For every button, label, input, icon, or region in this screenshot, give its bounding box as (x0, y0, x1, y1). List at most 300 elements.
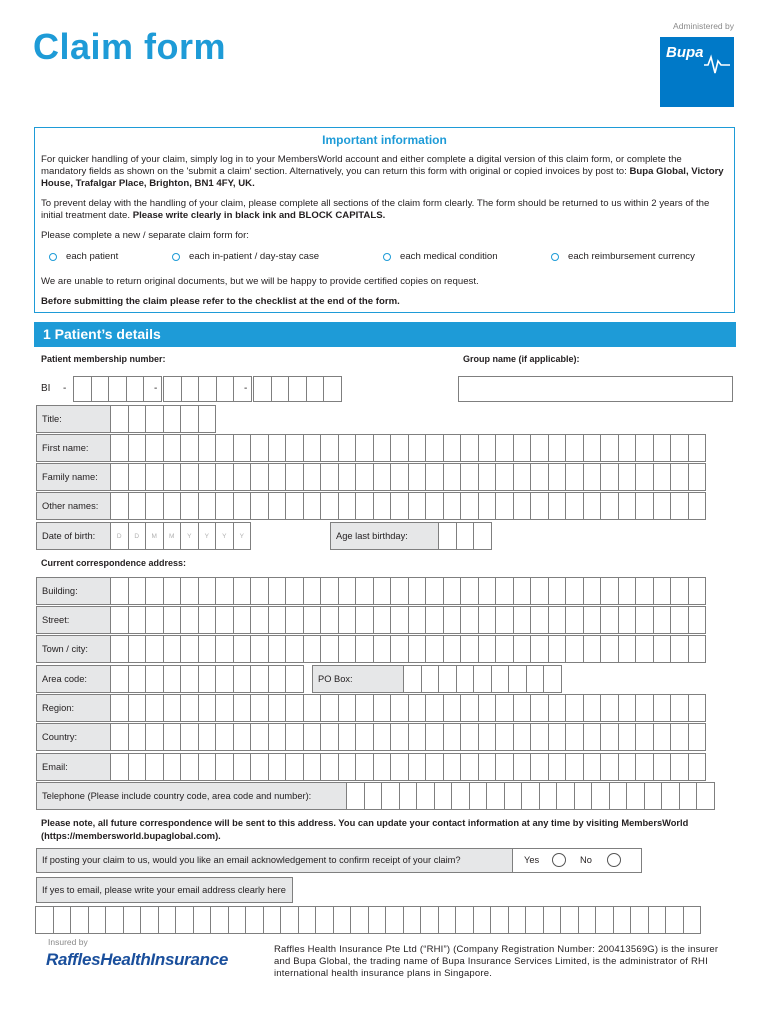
char-box[interactable] (653, 753, 672, 781)
char-box[interactable] (443, 753, 462, 781)
char-box[interactable] (530, 606, 549, 634)
char-box[interactable] (145, 753, 164, 781)
char-box[interactable] (210, 906, 229, 934)
char-box[interactable] (443, 723, 462, 751)
char-box[interactable] (688, 434, 707, 462)
char-box[interactable] (215, 577, 234, 605)
char-box[interactable] (425, 694, 444, 722)
char-box[interactable] (233, 753, 252, 781)
char-box[interactable] (320, 753, 339, 781)
char-box[interactable] (526, 665, 545, 693)
char-box[interactable] (543, 665, 562, 693)
char-box[interactable] (145, 606, 164, 634)
dob-char-box[interactable]: M (163, 522, 182, 550)
char-box[interactable] (35, 906, 54, 934)
membership-boxes-1[interactable] (74, 376, 162, 402)
char-box[interactable] (215, 492, 234, 520)
char-box[interactable] (163, 606, 182, 634)
char-box[interactable] (600, 753, 619, 781)
char-box[interactable] (635, 492, 654, 520)
char-box[interactable] (355, 577, 374, 605)
char-box[interactable] (443, 606, 462, 634)
char-box[interactable] (215, 434, 234, 462)
yes-radio[interactable] (552, 853, 566, 867)
char-box[interactable] (110, 492, 129, 520)
char-box[interactable] (635, 577, 654, 605)
char-box[interactable] (600, 434, 619, 462)
char-box[interactable] (565, 723, 584, 751)
group-name-input[interactable] (458, 376, 733, 402)
char-box[interactable] (613, 906, 632, 934)
char-box[interactable] (128, 723, 147, 751)
char-box[interactable] (215, 723, 234, 751)
char-box[interactable] (110, 635, 129, 663)
char-box[interactable] (163, 434, 182, 462)
char-box[interactable] (504, 782, 523, 810)
char-box[interactable] (583, 723, 602, 751)
char-box[interactable] (53, 906, 72, 934)
dob-boxes[interactable] (111, 522, 251, 550)
char-box[interactable] (408, 635, 427, 663)
char-box[interactable] (513, 694, 532, 722)
char-box[interactable] (539, 782, 558, 810)
char-box[interactable] (679, 782, 698, 810)
char-box[interactable] (228, 906, 247, 934)
char-box[interactable] (425, 463, 444, 491)
char-box[interactable] (513, 753, 532, 781)
char-box[interactable] (460, 635, 479, 663)
char-box[interactable] (583, 635, 602, 663)
char-box[interactable] (355, 753, 374, 781)
char-box[interactable] (478, 723, 497, 751)
char-box[interactable] (478, 606, 497, 634)
char-box[interactable] (381, 782, 400, 810)
char-box[interactable] (320, 606, 339, 634)
char-box[interactable] (420, 906, 439, 934)
char-box[interactable] (285, 606, 304, 634)
char-box[interactable] (648, 906, 667, 934)
char-box[interactable] (513, 606, 532, 634)
char-box[interactable] (609, 782, 628, 810)
email-boxes[interactable] (111, 753, 706, 781)
char-box[interactable] (110, 723, 129, 751)
char-box[interactable] (565, 606, 584, 634)
char-box[interactable] (688, 492, 707, 520)
char-box[interactable] (688, 606, 707, 634)
char-box[interactable] (233, 723, 252, 751)
char-box[interactable] (250, 463, 269, 491)
char-box[interactable] (180, 405, 199, 433)
char-box[interactable] (163, 753, 182, 781)
char-box[interactable] (110, 665, 129, 693)
char-box[interactable] (298, 906, 317, 934)
char-box[interactable] (145, 463, 164, 491)
char-box[interactable] (600, 492, 619, 520)
char-box[interactable] (473, 665, 492, 693)
char-box[interactable] (233, 665, 252, 693)
char-box[interactable] (548, 434, 567, 462)
char-box[interactable] (618, 635, 637, 663)
char-box[interactable] (421, 665, 440, 693)
char-box[interactable] (425, 577, 444, 605)
char-box[interactable] (128, 463, 147, 491)
char-box[interactable] (355, 606, 374, 634)
char-box[interactable] (635, 753, 654, 781)
char-box[interactable] (355, 492, 374, 520)
char-box[interactable] (438, 906, 457, 934)
char-box[interactable] (565, 694, 584, 722)
char-box[interactable] (268, 665, 287, 693)
char-box[interactable] (653, 694, 672, 722)
char-box[interactable] (670, 635, 689, 663)
char-box[interactable] (338, 577, 357, 605)
char-box[interactable] (175, 906, 194, 934)
char-box[interactable] (443, 434, 462, 462)
char-box[interactable] (425, 492, 444, 520)
char-box[interactable] (268, 492, 287, 520)
street-boxes[interactable] (111, 606, 706, 634)
char-box[interactable] (408, 577, 427, 605)
char-box[interactable] (495, 577, 514, 605)
char-box[interactable] (303, 723, 322, 751)
char-box[interactable] (198, 463, 217, 491)
char-box[interactable] (688, 723, 707, 751)
char-box[interactable] (443, 463, 462, 491)
char-box[interactable] (285, 577, 304, 605)
char-box[interactable] (408, 606, 427, 634)
char-box[interactable] (320, 492, 339, 520)
char-box[interactable] (303, 753, 322, 781)
char-box[interactable] (233, 463, 252, 491)
char-box[interactable] (583, 577, 602, 605)
char-box[interactable] (373, 753, 392, 781)
char-box[interactable] (583, 753, 602, 781)
char-box[interactable] (460, 434, 479, 462)
char-box[interactable] (285, 665, 304, 693)
char-box[interactable] (460, 492, 479, 520)
char-box[interactable] (145, 665, 164, 693)
char-box[interactable] (110, 753, 129, 781)
char-box[interactable] (434, 782, 453, 810)
char-box[interactable] (661, 782, 680, 810)
char-box[interactable] (320, 694, 339, 722)
char-box[interactable] (373, 635, 392, 663)
char-box[interactable] (180, 753, 199, 781)
char-box[interactable] (128, 434, 147, 462)
char-box[interactable] (425, 434, 444, 462)
char-box[interactable] (180, 635, 199, 663)
char-box[interactable] (268, 635, 287, 663)
char-box[interactable] (495, 492, 514, 520)
char-box[interactable] (618, 723, 637, 751)
char-box[interactable] (618, 606, 637, 634)
dob-char-box[interactable]: Y (180, 522, 199, 550)
char-box[interactable] (478, 577, 497, 605)
char-box[interactable] (460, 463, 479, 491)
char-box[interactable] (688, 635, 707, 663)
char-box[interactable] (403, 665, 422, 693)
char-box[interactable] (320, 463, 339, 491)
char-box[interactable] (670, 606, 689, 634)
char-box[interactable] (530, 694, 549, 722)
char-box[interactable] (233, 434, 252, 462)
title-boxes[interactable] (111, 405, 216, 433)
char-box[interactable] (438, 665, 457, 693)
char-box[interactable] (320, 723, 339, 751)
char-box[interactable] (565, 577, 584, 605)
char-box[interactable] (123, 906, 142, 934)
char-box[interactable] (198, 492, 217, 520)
char-box[interactable] (670, 463, 689, 491)
char-box[interactable] (215, 606, 234, 634)
char-box[interactable] (215, 753, 234, 781)
char-box[interactable] (630, 906, 649, 934)
char-box[interactable] (350, 906, 369, 934)
char-box[interactable] (653, 577, 672, 605)
char-box[interactable] (513, 463, 532, 491)
char-box[interactable] (373, 723, 392, 751)
char-box[interactable] (478, 492, 497, 520)
char-box[interactable] (443, 694, 462, 722)
dob-char-box[interactable]: D (110, 522, 129, 550)
char-box[interactable] (425, 723, 444, 751)
char-box[interactable] (198, 606, 217, 634)
char-box[interactable] (180, 723, 199, 751)
char-box[interactable] (626, 782, 645, 810)
char-box[interactable] (530, 577, 549, 605)
region-boxes[interactable] (111, 694, 706, 722)
char-box[interactable] (180, 606, 199, 634)
char-box[interactable] (250, 434, 269, 462)
char-box[interactable] (521, 782, 540, 810)
char-box[interactable] (548, 492, 567, 520)
no-radio[interactable] (607, 853, 621, 867)
char-box[interactable] (145, 577, 164, 605)
char-box[interactable] (600, 723, 619, 751)
char-box[interactable] (303, 434, 322, 462)
char-box[interactable] (478, 753, 497, 781)
char-box[interactable] (128, 606, 147, 634)
char-box[interactable] (556, 782, 575, 810)
char-box[interactable] (198, 577, 217, 605)
char-box[interactable] (548, 635, 567, 663)
char-box[interactable] (355, 694, 374, 722)
char-box[interactable] (670, 577, 689, 605)
char-box[interactable] (385, 906, 404, 934)
dob-char-box[interactable]: Y (198, 522, 217, 550)
char-box[interactable] (478, 434, 497, 462)
char-box[interactable] (303, 577, 322, 605)
char-box[interactable] (565, 463, 584, 491)
char-box[interactable] (338, 492, 357, 520)
family-name-boxes[interactable] (111, 463, 706, 491)
char-box[interactable] (180, 577, 199, 605)
char-box[interactable] (508, 906, 527, 934)
char-box[interactable] (600, 694, 619, 722)
char-box[interactable] (158, 906, 177, 934)
char-box[interactable] (215, 463, 234, 491)
char-box[interactable] (653, 434, 672, 462)
char-box[interactable] (408, 434, 427, 462)
char-box[interactable] (140, 906, 159, 934)
po-box-boxes[interactable] (404, 665, 562, 693)
char-box[interactable] (163, 463, 182, 491)
char-box[interactable] (578, 906, 597, 934)
char-box[interactable] (591, 782, 610, 810)
char-box[interactable] (618, 694, 637, 722)
char-box[interactable] (128, 694, 147, 722)
char-box[interactable] (513, 635, 532, 663)
char-box[interactable] (198, 723, 217, 751)
char-box[interactable] (285, 635, 304, 663)
char-box[interactable] (456, 665, 475, 693)
char-box[interactable] (390, 577, 409, 605)
char-box[interactable] (145, 434, 164, 462)
char-box[interactable] (565, 753, 584, 781)
char-box[interactable] (670, 694, 689, 722)
char-box[interactable] (408, 753, 427, 781)
char-box[interactable] (495, 753, 514, 781)
char-box[interactable] (635, 606, 654, 634)
char-box[interactable] (285, 492, 304, 520)
char-box[interactable] (180, 694, 199, 722)
char-box[interactable] (408, 723, 427, 751)
char-box[interactable] (460, 606, 479, 634)
char-box[interactable] (583, 434, 602, 462)
char-box[interactable] (670, 492, 689, 520)
char-box[interactable] (128, 635, 147, 663)
char-box[interactable] (285, 463, 304, 491)
char-box[interactable] (495, 635, 514, 663)
char-box[interactable] (145, 405, 164, 433)
membership-boxes-3[interactable] (254, 376, 342, 402)
char-box[interactable] (128, 577, 147, 605)
char-box[interactable] (530, 492, 549, 520)
char-box[interactable] (425, 753, 444, 781)
char-box[interactable] (548, 694, 567, 722)
char-box[interactable] (303, 635, 322, 663)
char-box[interactable] (508, 665, 527, 693)
char-box[interactable] (338, 753, 357, 781)
char-box[interactable] (683, 906, 702, 934)
char-box[interactable] (635, 635, 654, 663)
char-box[interactable] (180, 434, 199, 462)
char-box[interactable] (163, 694, 182, 722)
char-box[interactable] (478, 463, 497, 491)
char-box[interactable] (513, 492, 532, 520)
char-box[interactable] (128, 492, 147, 520)
char-box[interactable] (198, 665, 217, 693)
char-box[interactable] (373, 606, 392, 634)
char-box[interactable] (128, 753, 147, 781)
char-box[interactable] (600, 606, 619, 634)
char-box[interactable] (653, 492, 672, 520)
age-boxes[interactable] (439, 522, 492, 550)
char-box[interactable] (390, 606, 409, 634)
char-box[interactable] (583, 694, 602, 722)
char-box[interactable] (565, 635, 584, 663)
char-box[interactable] (320, 577, 339, 605)
char-box[interactable] (399, 782, 418, 810)
dob-char-box[interactable]: M (145, 522, 164, 550)
char-box[interactable] (338, 635, 357, 663)
char-box[interactable] (250, 492, 269, 520)
char-box[interactable] (390, 635, 409, 663)
char-box[interactable] (145, 492, 164, 520)
char-box[interactable] (696, 782, 715, 810)
char-box[interactable] (215, 694, 234, 722)
country-boxes[interactable] (111, 723, 706, 751)
char-box[interactable] (644, 782, 663, 810)
char-box[interactable] (88, 906, 107, 934)
char-box[interactable] (268, 463, 287, 491)
char-box[interactable] (303, 463, 322, 491)
char-box[interactable] (268, 434, 287, 462)
char-box[interactable] (315, 906, 334, 934)
char-box[interactable] (548, 463, 567, 491)
char-box[interactable] (180, 463, 199, 491)
char-box[interactable] (198, 434, 217, 462)
char-box[interactable] (473, 906, 492, 934)
char-box[interactable] (495, 606, 514, 634)
char-box[interactable] (110, 577, 129, 605)
area-code-boxes[interactable] (111, 665, 304, 693)
char-box[interactable] (250, 753, 269, 781)
char-box[interactable] (355, 635, 374, 663)
char-box[interactable] (333, 906, 352, 934)
char-box[interactable] (268, 606, 287, 634)
first-name-boxes[interactable] (111, 434, 706, 462)
char-box[interactable] (268, 723, 287, 751)
char-box[interactable] (163, 635, 182, 663)
char-box[interactable] (233, 694, 252, 722)
char-box[interactable] (145, 694, 164, 722)
char-box[interactable] (408, 463, 427, 491)
char-box[interactable] (653, 606, 672, 634)
char-box[interactable] (320, 434, 339, 462)
char-box[interactable] (425, 635, 444, 663)
char-box[interactable] (456, 522, 475, 550)
char-box[interactable] (70, 906, 89, 934)
char-box[interactable] (530, 463, 549, 491)
char-box[interactable] (368, 906, 387, 934)
char-box[interactable] (250, 635, 269, 663)
char-box[interactable] (548, 577, 567, 605)
char-box[interactable] (525, 906, 544, 934)
char-box[interactable] (416, 782, 435, 810)
char-box[interactable] (665, 906, 684, 934)
char-box[interactable] (491, 665, 510, 693)
char-box[interactable] (688, 694, 707, 722)
char-box[interactable] (653, 463, 672, 491)
char-box[interactable] (595, 906, 614, 934)
char-box[interactable] (285, 434, 304, 462)
char-box[interactable] (543, 906, 562, 934)
char-box[interactable] (250, 723, 269, 751)
char-box[interactable] (653, 635, 672, 663)
char-box[interactable] (198, 694, 217, 722)
char-box[interactable] (163, 723, 182, 751)
char-box[interactable] (364, 782, 383, 810)
char-box[interactable] (688, 463, 707, 491)
char-box[interactable] (403, 906, 422, 934)
char-box[interactable] (600, 635, 619, 663)
char-box[interactable] (268, 694, 287, 722)
char-box[interactable] (215, 665, 234, 693)
char-box[interactable] (128, 665, 147, 693)
char-box[interactable] (180, 492, 199, 520)
char-box[interactable] (530, 753, 549, 781)
